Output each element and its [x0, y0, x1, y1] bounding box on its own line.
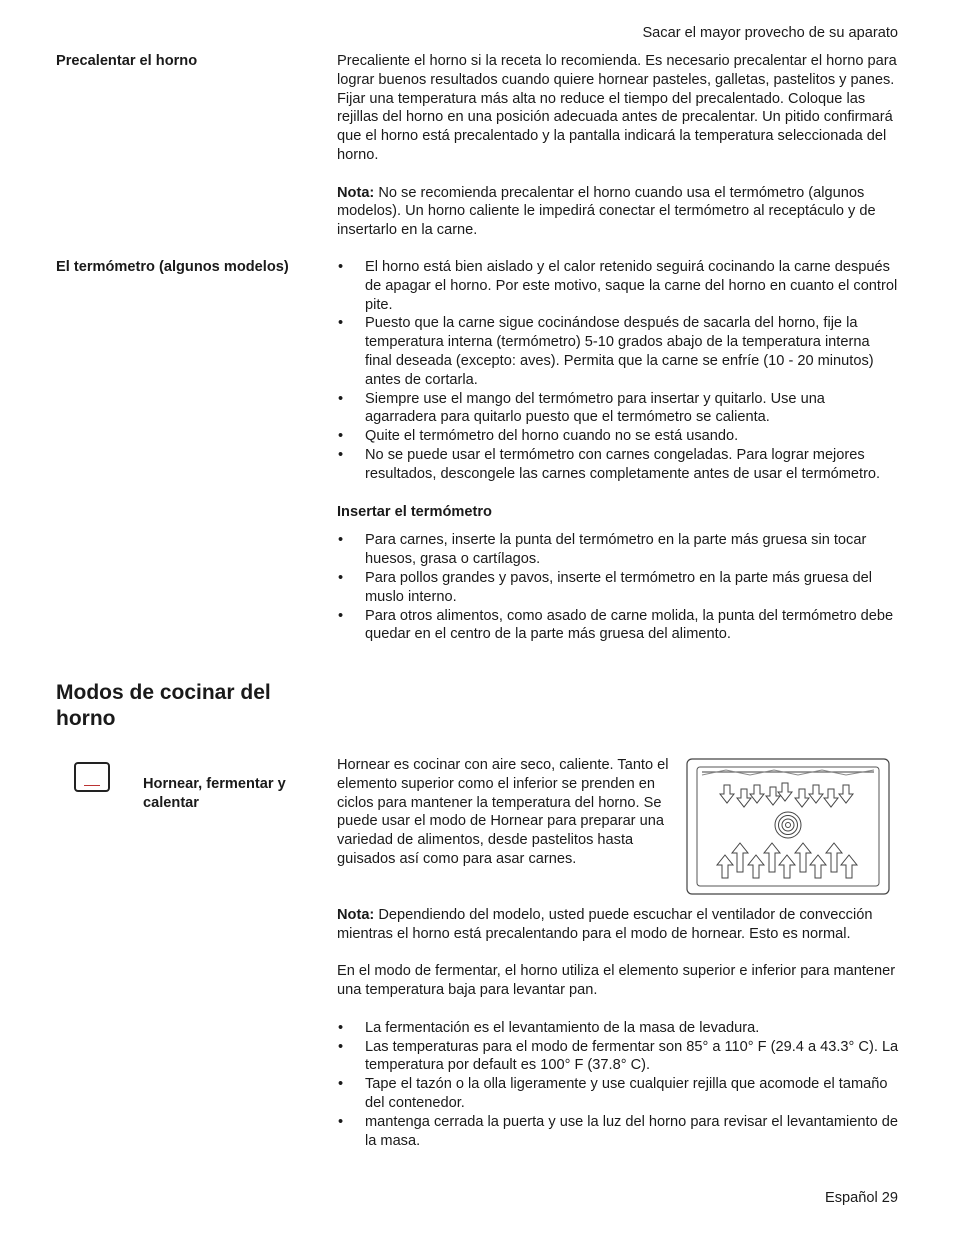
- bake-paragraph: Hornear es cocinar con aire seco, caliente. Tanto el elemento superior como el inferior se prenden en ciclos para mantener la temperatura del horno. Se puede usar el modo de Hornear para preparar una variedad de alimentos, desde pastelitos hasta guisados así como para asar carnes.: [337, 757, 669, 867]
- list-item: • El horno está bien aislado y el calor retenido seguirá cocinando la carne después de apagar el horno. Por este motivo, saque la carne del horno en cuanto el control pite.: [338, 259, 898, 313]
- note-text: No se recomienda precalentar el horno cuando usa el termómetro (algunos modelos). Un horno caliente le impedirá conectar el termómetro al receptáculo y de insertarlo en la carne.: [337, 184, 876, 239]
- note-label: Nota:: [337, 184, 375, 201]
- list-item: • La fermentación es el levantamiento de la masa de levadura.: [338, 1019, 760, 1036]
- bake-mode-icon: [74, 762, 110, 792]
- oven-bake-diagram: [686, 758, 890, 895]
- list-item: • No se puede usar el termómetro con carnes congeladas. Para lograr mejores resultados, descongele las carnes completamente antes de usar el termómetro.: [338, 446, 881, 482]
- thermometer-bullet-list: [337, 258, 899, 484]
- note-label: Nota:: [337, 907, 375, 923]
- list-item: • Siempre use el mango del termómetro para insertar y quitarlo. Use una agarradera para quitarlo puesto que el termómetro se calienta.: [338, 390, 825, 426]
- list-item: • Las temperaturas para el modo de fermentar son 85° a 110° F (29.4 a 43.3° C). La temperatura por default es 100° F (37.8° C).: [338, 1038, 899, 1074]
- bake-note: [337, 906, 899, 944]
- section-title: Modos de cocinar del horno: [56, 681, 271, 730]
- list-item: • Puesto que la carne sigue cocinándose después de sacarla del horno, fije la temperatura interna (termómetro) 5-10 grados abajo de la temperatura interna final deseada (excepto: aves). Permita que la carne se enfríe (10 - 20 minutos) antes de cortarla.: [338, 315, 874, 388]
- insert-thermometer-heading: Insertar el termómetro: [337, 503, 492, 520]
- running-header: Sacar el mayor provecho de su aparato: [642, 25, 898, 41]
- insert-bullet-list: [337, 531, 899, 644]
- thermometer-body: [337, 258, 899, 644]
- preheat-body: [337, 52, 899, 240]
- list-item: • Para carnes, inserte la punta del termómetro en la parte más gruesa sin tocar huesos, grasa o cartílagos.: [338, 532, 867, 568]
- thermometer-label: El termómetro (algunos modelos): [56, 259, 289, 275]
- proof-paragraph: En el modo de fermentar, el horno utiliza el elemento superior e inferior para mantener una temperatura baja para levantar pan.: [337, 963, 896, 999]
- list-item: • Para pollos grandes y pavos, inserte el termómetro en la parte más gruesa del muslo interno.: [338, 569, 872, 605]
- list-item: • Quite el termómetro del horno cuando no se está usando.: [338, 428, 739, 445]
- preheat-label: Precalentar el horno: [56, 53, 198, 69]
- list-item: • mantenga cerrada la puerta y use la luz del horno para revisar el levantamiento de la masa.: [338, 1113, 898, 1149]
- bake-mode-label: Hornear, fermentar y calentar: [143, 776, 286, 811]
- proof-bullet-list: [337, 1019, 899, 1151]
- preheat-paragraph: Precaliente el horno si la receta lo recomienda. Es necesario precalentar el horno para lograr buenos resultados cuando quiere hornear pasteles, galletas, pastelitos y panes. Fijar una temperatura más alta no reduce el tiempo del precalentado. Coloque las rejillas del horno en una posición adecuada antes de precalentar. Un pitido confirmará que el horno está precalentado y la pantalla indicará la temperatura seleccionada del horno.: [337, 53, 897, 163]
- page-number: Español 29: [824, 1190, 898, 1206]
- list-item: • Para otros alimentos, como asado de carne molida, la punta del termómetro debe quedar en el centro de la parte más gruesa del alimento.: [338, 607, 894, 643]
- list-item: • Tape el tazón o la olla ligeramente y use cualquier rejilla que acomode el tamaño del contenedor.: [338, 1076, 888, 1111]
- note-text: Dependiendo del modelo, usted puede escuchar el ventilador de convección mientras el horno está precalentando para el modo de hornear. Esto es normal.: [337, 907, 873, 942]
- preheat-note: [337, 184, 899, 240]
- bake-continued: [337, 906, 899, 1150]
